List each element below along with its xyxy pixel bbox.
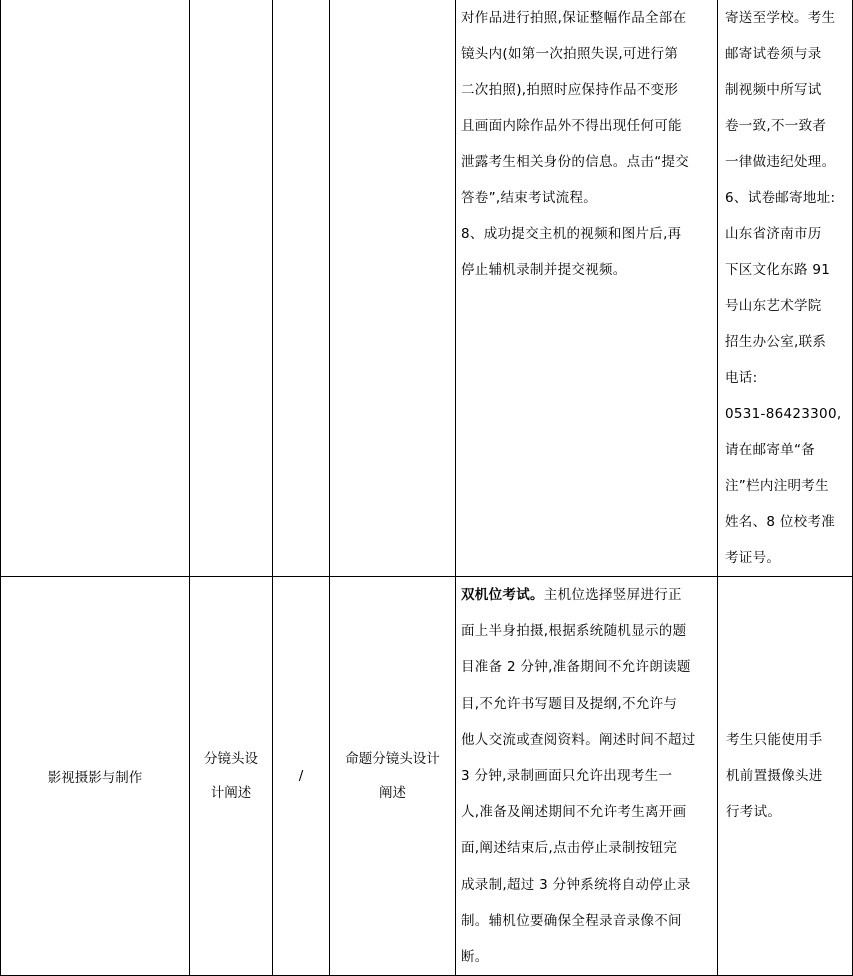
rules-line: 断。 [461, 949, 489, 966]
rules-line: 制。辅机位要确保全程录音录像不间 [461, 912, 682, 929]
notes-line: 寄送至学校。考生 [725, 10, 836, 26]
major-name: 影视摄影与制作 [47, 770, 143, 787]
notes-cell [718, 577, 853, 976]
subject-line: 分镜头设 [204, 751, 258, 768]
subject-line: 计阐述 [210, 785, 252, 802]
notes-line: 注”栏内注明考生 [725, 478, 829, 494]
rules-line: 面,阐述结束后,点击停止录制按钮完 [461, 840, 678, 857]
notes-line: 卷一致,不一致者 [725, 118, 827, 134]
rules-line: 停止辅机录制并提交视频。 [461, 262, 627, 278]
notes-line: 行考试。 [726, 804, 782, 821]
exam-row-film-photography [1, 577, 853, 976]
notes-line: 制视频中所写试 [725, 82, 822, 98]
slash-cell [273, 577, 330, 976]
continued-row [1, 0, 853, 577]
rules-line: 成录制,超过 3 分钟系统将自动停止录 [461, 876, 691, 893]
notes-line: 一律做违纪处理。 [725, 154, 836, 170]
rules-line: 镜头内(如第一次拍照失误,可进行第 [461, 46, 679, 62]
notes-line: 山东省济南市历 [725, 226, 822, 242]
rules-line: 他人交流或查阅资料。阐述时间不超过 [461, 731, 696, 748]
notes-line: 6、试卷邮寄地址: [725, 190, 836, 206]
rules-cell [456, 577, 718, 976]
rules-line: 3 分钟,录制画面只允许出现考生一 [461, 768, 673, 785]
notes-line: 机前置摄像头进 [726, 768, 823, 785]
content-cell [330, 577, 456, 976]
rules-line-first [461, 577, 711, 613]
rules-line: 泄露考生相关身份的信息。点击“提交 [461, 154, 690, 170]
rules-line: 对作品进行拍照,保证整幅作品全部在 [461, 10, 687, 26]
slash-cell-empty [273, 0, 330, 577]
rules-cell [456, 0, 718, 577]
rules-line: 答卷”,结束考试流程。 [461, 190, 598, 206]
notes-line: 考生只能使用手 [726, 732, 823, 749]
rules-line: 面上半身拍摄,根据系统随机显示的题 [461, 623, 687, 640]
content-line: 阐述 [379, 785, 406, 802]
content-line: 命题分镜头设计 [345, 751, 440, 768]
notes-line: 招生办公室,联系 [725, 334, 827, 350]
rules-line: 8、成功提交主机的视频和图片后,再 [461, 226, 682, 242]
notes-line: 电话: [725, 370, 758, 386]
major-cell-empty [1, 0, 190, 577]
notes-line: 请在邮寄单“备 [725, 442, 816, 458]
rules-line: 人,准备及阐述期间不允许考生离开画 [461, 804, 687, 821]
subject-cell-empty [190, 0, 273, 577]
notes-line: 号山东艺术学院 [725, 298, 822, 314]
rules-line: 目准备 2 分钟,准备期间不允许朗读题 [461, 659, 691, 676]
notes-line: 考证号。 [725, 550, 781, 566]
rules-bold-label: 双机位考试。 [461, 587, 544, 603]
rules-line: 目,不允许书写题目及提纲,不允许与 [461, 695, 678, 712]
notes-line: 邮寄试卷须与录 [725, 46, 822, 62]
major-cell [1, 577, 190, 976]
subject-cell [190, 577, 273, 976]
rules-line: 二次拍照),拍照时应保持作品不变形 [461, 82, 679, 98]
notes-line: 姓名、8 位校考准 [725, 514, 836, 530]
notes-line: 下区文化东路 91 [725, 262, 831, 278]
rules-line: 主机位选择竖屏进行正 [543, 587, 682, 603]
notes-line: 0531-86423300, [725, 406, 842, 422]
slash-mark: / [298, 768, 304, 785]
notes-cell [718, 0, 853, 577]
content-cell-empty [330, 0, 456, 577]
rules-line: 且画面内除作品外不得出现任何可能 [461, 118, 682, 134]
